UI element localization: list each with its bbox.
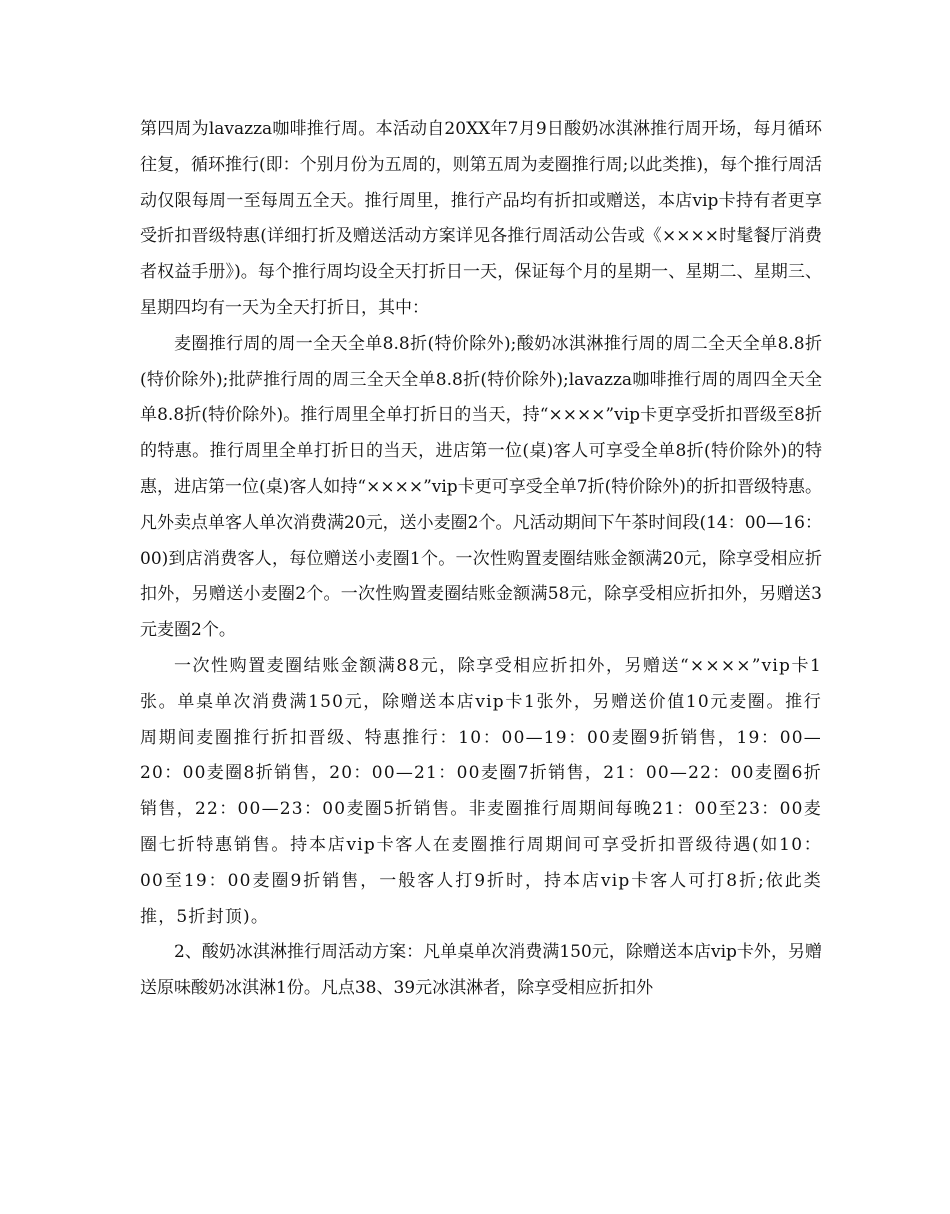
paragraph-yogurt-icecream-plan: 2、酸奶冰淇淋推行周活动方案：凡单桌单次消费满150元，除赠送本店vip卡外，另赠送原味酸奶冰淇淋1份。凡点38、39元冰淇淋者，除享受相应折扣外 xyxy=(140,942,822,999)
paragraph-promotion-cycle: 第四周为lavazza咖啡推行周。本活动自20XX年7月9日酸奶冰淇淋推行周开场，每月循环往复，循环推行(即：个别月份为五周的，则第五周为麦圈推行周;以此类推)，每个推行周活动仅限每周一至每周五全天。推行周里，推行产品均有折扣或赠送，本店vip卡持有者更享受折扣晋级特惠(详细打折及赠送活动方案详见各推行周活动公告或《××××时髦餐厅消费者权益手册》)。每个推行周均设全天打折日一天，保证每个月的星期一、星期二、星期三、星期四均有一天为全天打折日，其中： xyxy=(140,119,822,318)
paragraph-discount-days: 麦圈推行周的周一全天全单8.8折(特价除外);酸奶冰淇淋推行周的周二全天全单8.8折(特价除外);批萨推行周的周三全天全单8.8折(特价除外);lavazza咖啡推行周的周四全天全单8.8折(特价除外)。推行周里全单打折日的当天，持“××××”vip卡更享受折扣晋级至8折的特惠。推行周里全单打折日的当天，进店第一位(桌)客人可享受全单8折(特价除外)的特惠，进店第一位(桌)客人如持“××××”vip卡更可享受全单7折(特价除外)的折扣晋级特惠。凡外卖点单客人单次消费满20元，送小麦圈2个。凡活动期间下午茶时间段(14：00—16：00)到店消费客人，每位赠送小麦圈1个。一次性购置麦圈结账金额满20元，除享受相应折扣外，另赠送小麦圈2个。一次性购置麦圈结账金额满58元，除享受相应折扣外，另赠送3元麦圈2个。 xyxy=(140,333,822,641)
paragraph-bagel-tiers: 一次性购置麦圈结账金额满88元，除享受相应折扣外，另赠送“××××”vip卡1张。单桌单次消费满150元，除赠送本店vip卡1张外，另赠送价值10元麦圈。推行周期间麦圈推行折扣晋级、特惠推行：10：00—19：00麦圈9折销售，19：00—20：00麦圈8折销售，20：00—21：00麦圈7折销售，21：00—22：00麦圈6折销售，22：00—23：00麦圈5折销售。非麦圈推行周期间每晚21：00至23：00麦圈七折特惠销售。持本店vip卡客人在麦圈推行周期间可享受折扣晋级待遇(如10：00至19：00麦圈9折销售，一般客人打9折时，持本店vip卡客人可打8折;依此类推，5折封顶)。 xyxy=(140,655,822,927)
document-page xyxy=(140,112,822,1007)
